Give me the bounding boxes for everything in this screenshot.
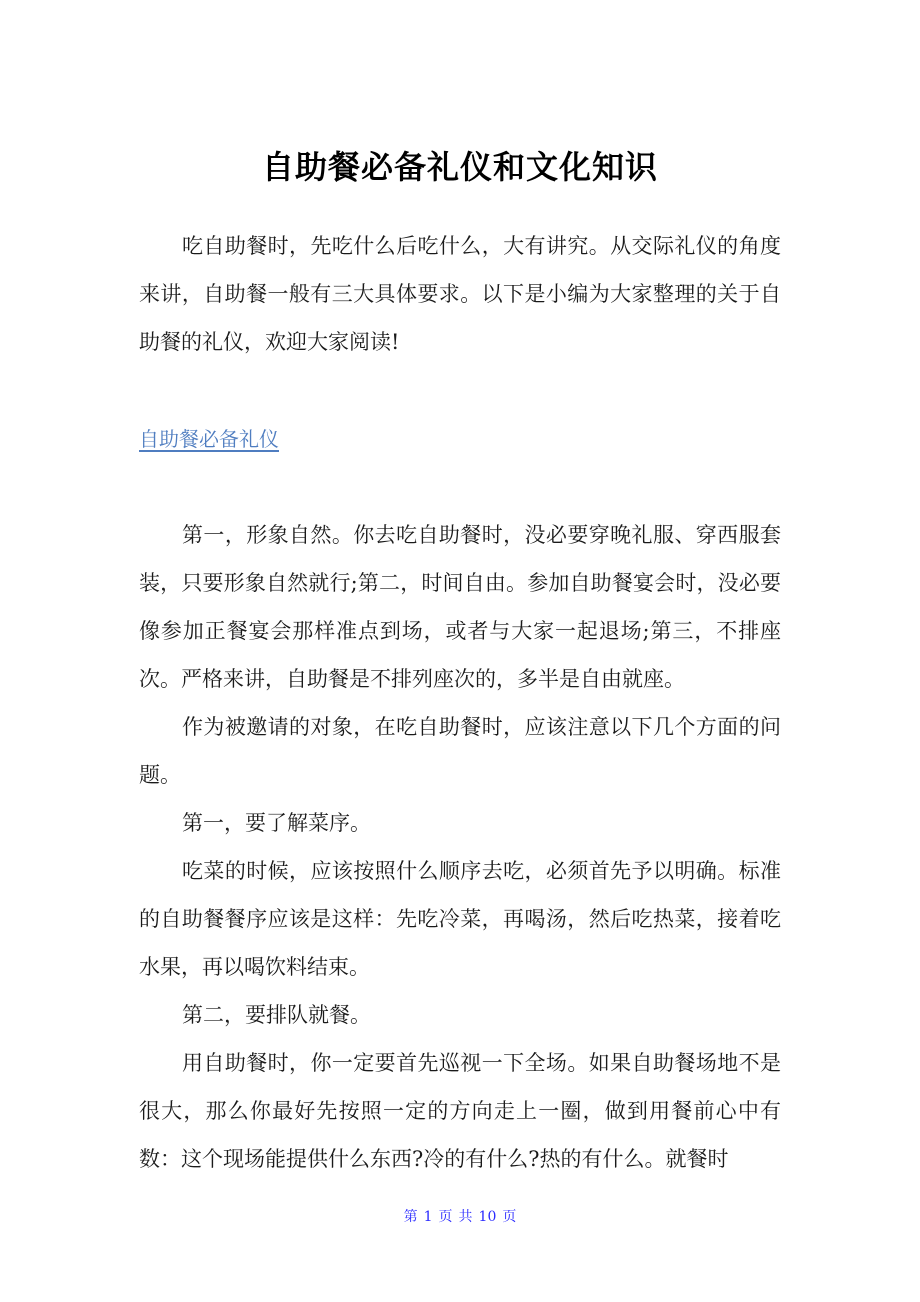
page-footer — [0, 1207, 920, 1227]
paragraph-queue-dining: 用自助餐时，你一定要首先巡视一下全场。如果自助餐场地不是很大，那么你最好先按照一定的方向走上一圈，做到用餐前心中有数：这个现场能提供什么东西?冷的有什么?热的有什么。就餐时 — [139, 1051, 781, 1171]
footer-prefix: 第 — [403, 1209, 418, 1225]
paragraph-dish-order: 吃菜的时候，应该按照什么顺序去吃，必须首先予以明确。标准的自助餐餐序应该是这样：先吃冷菜，再喝汤，然后吃热菜，接着吃水果，再以喝饮料结束。 — [139, 859, 781, 979]
paragraph-guest-notes: 作为被邀请的对象，在吃自助餐时，应该注意以下几个方面的问题。 — [139, 715, 781, 787]
footer-total-pages: 10 — [478, 1209, 497, 1225]
paragraph-appearance-time-seating: 第一，形象自然。你去吃自助餐时，没必要穿晚礼服、穿西服套装，只要形象自然就行;第二，时间自由。参加自助餐宴会时，没必要像参加正餐宴会那样准点到场，或者与大家一起退场;第三，不排座次。严格来讲，自助餐是不排列座次的，多半是自由就座。 — [139, 523, 781, 691]
section-heading-link[interactable]: 自助餐必备礼仪 — [139, 427, 279, 451]
footer-total-label: 共 — [458, 1209, 473, 1225]
footer-page-unit: 页 — [438, 1209, 453, 1225]
footer-suffix: 页 — [502, 1209, 517, 1225]
document-title: 自助餐必备礼仪和文化知识 — [261, 148, 658, 186]
intro-paragraph: 吃自助餐时，先吃什么后吃什么，大有讲究。从交际礼仪的角度来讲，自助餐一般有三大具体要求。以下是小编为大家整理的关于自助餐的礼仪，欢迎大家阅读! — [139, 234, 781, 354]
paragraph-point-one: 第一，要了解菜序。 — [182, 811, 371, 835]
paragraph-point-two: 第二，要排队就餐。 — [182, 1003, 371, 1027]
footer-current-page: 1 — [423, 1209, 433, 1225]
